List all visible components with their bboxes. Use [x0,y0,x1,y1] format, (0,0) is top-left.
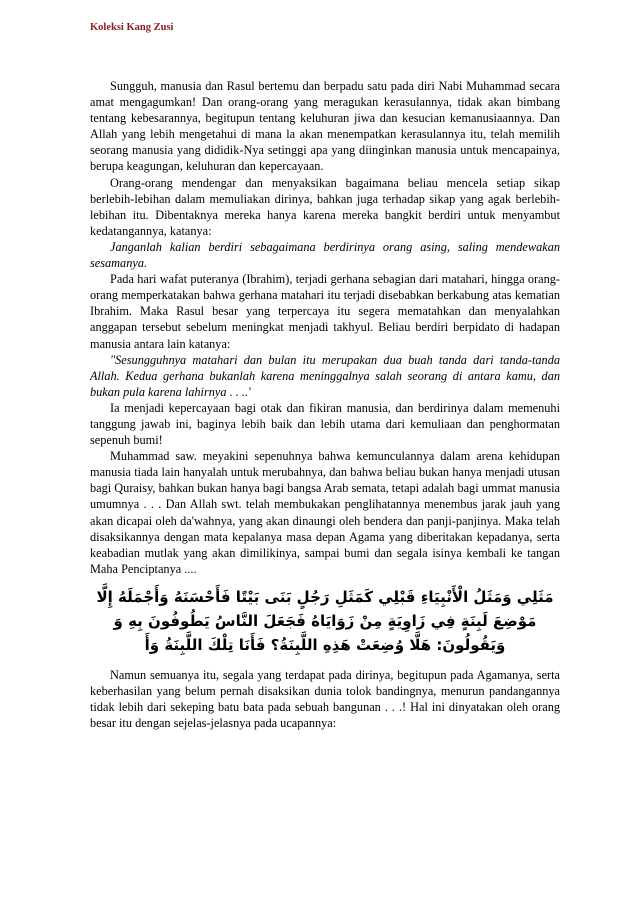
arabic-line: مَثَلِي وَمَثَلُ الْأَنْبِيَاءِ قَبْلِي كَمَثَلِ رَجُلٍ بَنَى بَيْتًا فَأَحْسَنَهُ وَأَجْمَلَهُ إِلَّا [96,587,554,606]
arabic-hadith-quote [90,585,560,657]
paragraph: Orang-orang mendengar dan menyaksikan bagaimana beliau mencela setiap sikap berlebih-lebihan dalam memuliakan dirinya, bahkan juga terhadap sikap yang agak berlebih-lebihan itu. Dibentaknya mereka hanya karena mereka bangkit berdiri untuk menyambut kedatangannya, katanya: [90,175,560,238]
page-header: Koleksi Kang Zusi [90,22,174,33]
quote-paragraph: Janganlah kalian berdiri sebagaimana berdirinya orang asing, saling mendewakan sesamanya. [90,239,560,271]
paragraph: Pada hari wafat puteranya (Ibrahim), terjadi gerhana sebagian dari matahari, hingga orang-orang memperkatakan bahwa gerhana matahari itu terjadi disebabkan berkabung atas kematian Ibrahim. Maka Rasul besar yang terpercaya itu segera mematahkan dan menyalahkan anggapan tersebut sebelum meningkat menjadi takhyul. Beliau berdiri berpidato di hadapan manusia antara lain katanya: [90,272,560,351]
quote-paragraph: "Sesungguhnya matahari dan bulan itu merupakan dua buah tanda dari tanda-tanda Allah. Kedua gerhana bukanlah karena meninggalnya salah seorang di antara kamu, dan bukan pula karena lahirnya . . ..' [90,352,560,399]
paragraph: Muhammad saw. meyakini sepenuhnya bahwa kemunculannya dalam arena kehidupan manusia tiada lain hanyalah untuk merubahnya, dan bahwa beliau bukan hanya menjadi utusan bagi Quraisy, bahkan bukan hanya bagi bangsa Arab semata, tetapi adalah bagi ummat manusia umumnya . . . Dan Allah swt. telah membukakan penglihatannya menembus jarak jauh yang akan dicapai oleh da'wahnya, yang akan dinaungi oleh bendera dan panji-panjinya. Maka telah disaksikannya dengan mata kepalanya masa depan Agama yang diberitakan kepadanya, serta keabadian mutlak yang akan dimilikinya, sampai bumi dan segala isinya kembali ke tangan Maha Penciptanya .... [90,449,560,576]
paragraph: Namun semuanya itu, segala yang terdapat pada dirinya, begitupun pada Agamanya, serta keberhasilan yang belum pernah disaksikan dunia tolok bandingnya, menurun pandangannya tidak lebih dari sekeping batu bata pada sebuah bangunan . . .! Hal ini dinyatakan oleh orang besar itu dengan sejelas-jelasnya pada ucapannya: [90,667,560,731]
arabic-line: وَيَقُولُونَ: هَلَّا وُضِعَتْ هَذِهِ اللَّبِنَةُ؟ فَأَنَا تِلْكَ اللَّبِنَةُ وَأَ [144,635,506,654]
paragraph: Sungguh, manusia dan Rasul bertemu dan berpadu satu pada diri Nabi Muhammad secara amat mengagumkan! Dan orang-orang yang meragukan kerasulannya, tidak akan bimbang tentang kebesarannya, begitupun tentang keluhuran jiwa dan kesucian kemanusiaannya. Dan Allah yang lebih mengetahui di mana la akan menempatkan kerasulannya itu, telah memilih seorang manusia yang dididik-Nya setinggi apa yang diinginkan manusia untuk mencapainya, berupa keagungan, keluhuran dan kepercayaan. [90,79,560,174]
document-body [90,78,560,731]
arabic-line: مَوْضِعَ لَبِنَةٍ فِي زَاوِيَةٍ مِنْ زَوَايَاهُ فَجَعَلَ النَّاسُ يَطُوفُونَ بِهِ وَ [113,611,537,630]
paragraph: Ia menjadi kepercayaan bagi otak dan fikiran manusia, dan berdirinya dalam memenuhi tanggung jawab ini, baginya lebih baik dan lebih utama dari kemuliaan dan penghormatan sepenuh bumi! [90,400,560,448]
